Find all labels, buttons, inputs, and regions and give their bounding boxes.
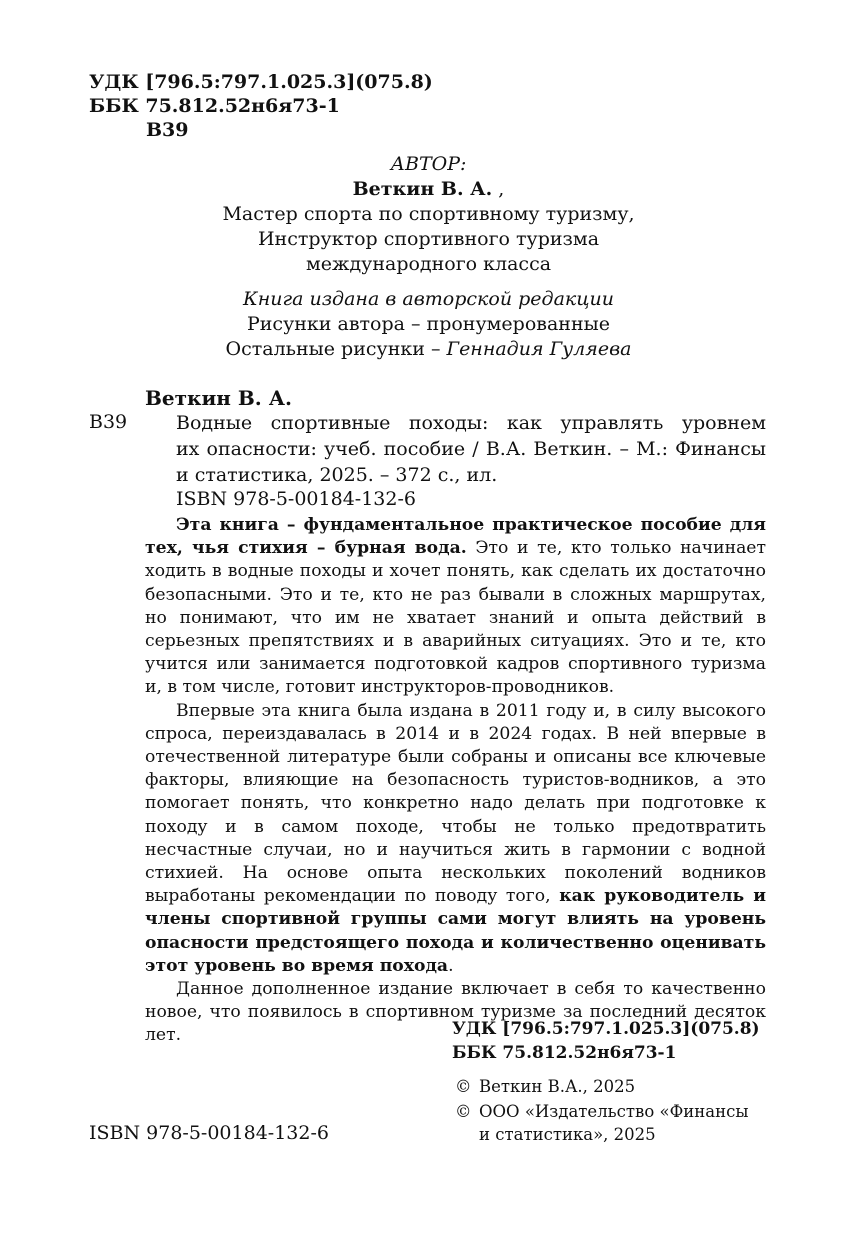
copyright-line-1 [455, 1075, 635, 1099]
author-title-2: Инструктор спортивного туризма [257, 228, 600, 250]
author-title-1: Мастер спорта по спортивному туризму, [222, 203, 635, 225]
edition-note: Книга издана в авторской редакции [243, 288, 614, 310]
bib-record [176, 410, 766, 488]
copyright-publisher: ООО «Издательство «Финансы [479, 1102, 749, 1121]
drawings-note-1: Рисунки автора – пронумерованные [246, 313, 610, 335]
author-name-suffix: , [492, 178, 505, 200]
author-label: АВТОР: [390, 153, 467, 175]
bib-isbn: ISBN 978-5-00184-132-6 [176, 488, 416, 510]
author-block [0, 152, 857, 362]
bib-author: Веткин В. А. [145, 386, 292, 410]
drawings-note-2 [0, 337, 857, 362]
abstract [145, 514, 766, 1048]
illustrator-name: Геннадия Гуляева [446, 338, 632, 360]
bib-line-3: и статистика, 2025. – 372 с., ил. [176, 464, 498, 486]
author-name-line [0, 177, 857, 202]
isbn-bottom: ISBN 978-5-00184-132-6 [89, 1122, 329, 1144]
udk-code: УДК [796.5:797.1.025.3](075.8) [89, 71, 433, 93]
footer-udk-code: УДК [796.5:797.1.025.3](075.8) [452, 1019, 760, 1039]
copyright-icon: © [455, 1077, 472, 1096]
bib-line-2: их опасности: учеб. пособие / В.А. Веткин. – М.: Финансы [176, 438, 766, 460]
drawings-note-prefix: Остальные рисунки – [225, 338, 447, 360]
bbk-code: ББК 75.812.52н6я73-1 [89, 95, 340, 117]
abstract-p2-end: . [448, 955, 454, 976]
footer-bbk-code: ББК 75.812.52н6я73-1 [452, 1043, 677, 1063]
abstract-paragraph-1 [145, 514, 766, 700]
copyright-author: Веткин В.А., 2025 [479, 1077, 636, 1096]
abstract-p2-text: Впервые эта книга была издана в 2011 году и, в силу высокого спроса, переиздавалась в 2014 и в 2024 годах. В ней впервые в отечественной литературе были собраны и описаны все ключевые факторы, влияющие на безопасность туристов-водников, а это помогает понять, что конкретно надо делать при подготовке к походу и в самом походе, чтобы не только предотвратить несчастные случаи, но и научиться жить в гармонии с водной стихией. На основе опыта нескольких поколений водников выработаны рекомендации по поводу того, [145, 700, 766, 907]
author-name: Веткин В. А. [352, 178, 493, 200]
author-mark: В39 [146, 119, 189, 141]
copyright-icon: © [455, 1102, 472, 1121]
copyright-line-3: и статистика», 2025 [479, 1125, 656, 1144]
abstract-p2-bold: как руководитель и члены спортивной группы сами могут влиять на уровень опасности предстоящего похода и количественно оценивать этот уровень во время похода [145, 886, 766, 976]
abstract-paragraph-3: Данное дополненное издание включает в себя то качественно новое, что появилось в спортивном туризме за последний десяток лет. [145, 979, 766, 1046]
abstract-p1-text: Это и те, кто только начинает ходить в водные походы и хочет понять, как сделать их достаточно безопасными. Это и те, кто не раз бывали в сложных маршрутах, но понимают, что им не хватает знаний и опыта действий в серьезных препятствиях и в аварийных ситуациях. Это и те, кто учится или занимается подготовкой кадров спортивного туризма и, в том числе, готовит инструкторов-проводников. [145, 538, 766, 698]
copyright-line-2 [455, 1100, 749, 1124]
abstract-paragraph-2 [145, 700, 766, 978]
bib-line-1: Водные спортивные походы: как управлять уровнем [176, 412, 766, 434]
author-title-3: международного класса [305, 253, 552, 275]
abstract-p1-bold: Эта книга – фундаментальное практическое пособие для тех, чья стихия – бурная вода. [145, 515, 766, 559]
bib-code: В39 [89, 411, 128, 433]
